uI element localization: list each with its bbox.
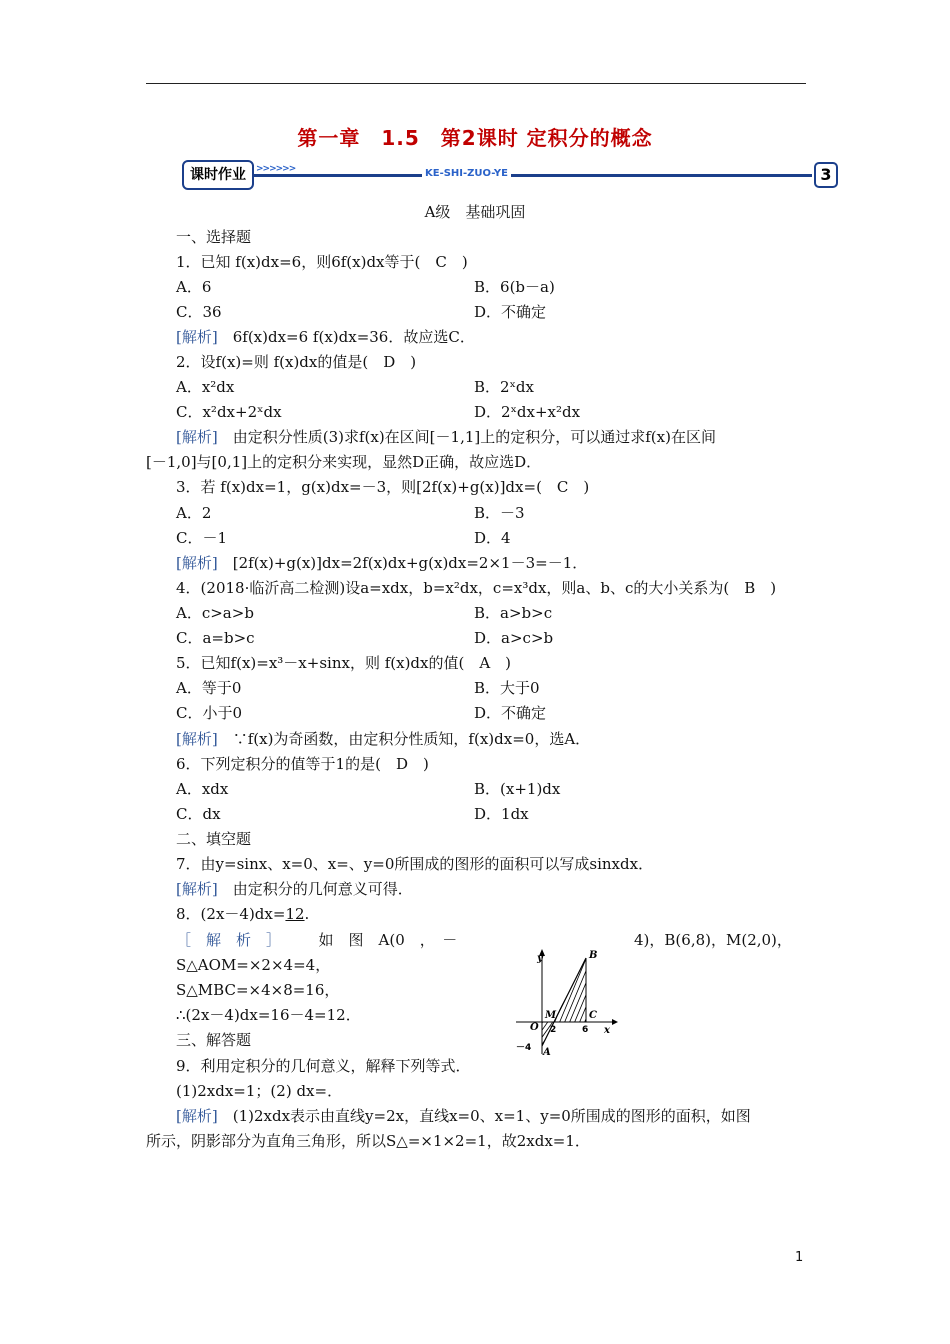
analysis bbox=[176, 879, 413, 899]
analysis-text: 由定积分的几何意义可得． bbox=[217, 880, 413, 898]
label-x: x bbox=[604, 1025, 610, 1036]
question: 1．已知 f(x)dx=6，则6f(x)dx等于( C ) bbox=[176, 253, 468, 271]
banner-number: 3 bbox=[814, 162, 838, 188]
analysis-label: [解析] bbox=[176, 428, 218, 446]
analysis-label: ［ 解 析 ］ bbox=[176, 931, 274, 949]
question: 2．设f(x)=则 f(x)dx的值是( D ) bbox=[176, 353, 417, 371]
option: C．a=b>c bbox=[176, 629, 255, 647]
banner-bar bbox=[254, 174, 812, 177]
analysis bbox=[176, 553, 587, 573]
analysis-text: 6f(x)dx=6 f(x)dx=36．故应选C． bbox=[217, 328, 475, 346]
question-end: . bbox=[304, 905, 310, 923]
tick-neg4: －4 bbox=[516, 1043, 532, 1053]
option: B．6(b－a) bbox=[474, 278, 555, 296]
analysis bbox=[176, 327, 475, 347]
option: B．(x+1)dx bbox=[474, 780, 561, 798]
analysis-text: [2f(x)+g(x)]dx=2f(x)dx+g(x)dx=2×1－3=－1． bbox=[217, 554, 588, 572]
option: B．大于0 bbox=[474, 679, 540, 697]
analysis-text: S△AOM=×2×4=4， bbox=[176, 956, 331, 974]
section-heading: 二、填空题 bbox=[176, 830, 252, 848]
label-m: M bbox=[545, 1010, 557, 1021]
analysis-text: (1)2xdx表示由直线y=2x，直线x=0、x=1、y=0所围成的图形的面积，如图 bbox=[217, 1107, 751, 1125]
analysis-label: [解析] bbox=[176, 1107, 218, 1125]
option: C．x²dx+2ˣdx bbox=[176, 403, 282, 421]
option: D．a>c>b bbox=[474, 629, 554, 647]
analysis-text: [－1,0]与[0,1]上的定积分来实现，显然D正确，故应选D． bbox=[146, 453, 542, 471]
option: C．－1 bbox=[176, 529, 228, 547]
analysis-text: 如 图 A(0 ， － bbox=[318, 931, 458, 949]
analysis bbox=[176, 930, 457, 950]
question: (1)2xdx=1；(2) dx=． bbox=[176, 1082, 343, 1100]
analysis-label: [解析] bbox=[176, 880, 218, 898]
tick-2: 2 bbox=[550, 1025, 557, 1035]
arrows-icon: >>>>>> bbox=[256, 164, 296, 174]
option: D．1dx bbox=[474, 805, 529, 823]
label-y: y bbox=[537, 953, 543, 964]
option: A．c>a>b bbox=[176, 604, 254, 622]
option: C．36 bbox=[176, 303, 222, 321]
option: D．4 bbox=[474, 529, 511, 547]
question: 4．(2018·临沂高二检测)设a=xdx，b=x²dx，c=x³dx，则a、b、c的大小关系为( B ) bbox=[176, 579, 777, 597]
option: C．dx bbox=[176, 805, 221, 823]
question-text: 8．(2x－4)dx= bbox=[176, 905, 286, 923]
label-a: A bbox=[543, 1047, 551, 1058]
question bbox=[176, 904, 309, 924]
analysis-text: S△MBC=×4×8=16， bbox=[176, 981, 340, 999]
label-c: C bbox=[589, 1010, 597, 1021]
analysis-text: 所示，阴影部分为直角三角形，所以S△=×1×2=1，故2xdx=1． bbox=[146, 1132, 590, 1150]
option: D．不确定 bbox=[474, 303, 547, 321]
analysis-text: ∴(2x－4)dx=16－4=12． bbox=[176, 1006, 361, 1024]
analysis-text: 由定积分性质(3)求f(x)在区间[－1,1]上的定积分，可以通过求f(x)在区间 bbox=[217, 428, 716, 446]
page-number: 1 bbox=[795, 1250, 804, 1265]
question: 6．下列定积分的值等于1的是( D ) bbox=[176, 755, 429, 773]
option: B．a>b>c bbox=[474, 604, 553, 622]
option: B．2ˣdx bbox=[474, 378, 534, 396]
option: A．等于0 bbox=[176, 679, 242, 697]
section-heading: 一、选择题 bbox=[176, 228, 252, 246]
analysis bbox=[176, 729, 590, 749]
answer-blank: 12 bbox=[285, 905, 305, 923]
question: 9．利用定积分的几何意义，解释下列等式． bbox=[176, 1057, 471, 1075]
header-rule bbox=[146, 83, 806, 84]
tick-6: 6 bbox=[582, 1025, 589, 1035]
analysis bbox=[176, 1106, 751, 1126]
line-2x-4 bbox=[542, 958, 589, 1046]
analysis-label: [解析] bbox=[176, 328, 218, 346]
analysis bbox=[176, 427, 716, 447]
question: 5．已知f(x)=x³－x+sinx，则 f(x)dx的值( A ) bbox=[176, 654, 512, 672]
option: C．小于0 bbox=[176, 704, 243, 722]
analysis-label: [解析] bbox=[176, 730, 218, 748]
level-heading: A级 基础巩固 bbox=[424, 203, 526, 221]
option: A．6 bbox=[176, 278, 212, 296]
banner-pinyin: KE-SHI-ZUO-YE bbox=[422, 168, 511, 179]
option: A．x²dx bbox=[176, 378, 235, 396]
banner-tag: 课时作业 bbox=[182, 160, 254, 190]
section-heading: 三、解答题 bbox=[176, 1031, 252, 1049]
page-title: 第一章 1.5 第2课时 定积分的概念 bbox=[297, 126, 653, 150]
analysis-text: ∵f(x)为奇函数，由定积分性质知，f(x)dx=0，选A． bbox=[217, 730, 591, 748]
option: A．xdx bbox=[176, 780, 229, 798]
question: 7．由y=sinx、x=0、x=、y=0所围成的图形的面积可以写成sinxdx． bbox=[176, 855, 654, 873]
analysis-text: 4)，B(6,8)，M(2,0)， bbox=[634, 931, 792, 949]
option: D．不确定 bbox=[474, 704, 547, 722]
label-o: O bbox=[530, 1022, 539, 1033]
label-b: B bbox=[589, 950, 598, 961]
question: 3．若 f(x)dx=1，g(x)dx=－3，则[2f(x)+g(x)]dx=( C ) bbox=[176, 478, 590, 496]
analysis-label: [解析] bbox=[176, 554, 218, 572]
x-arrow-icon bbox=[612, 1019, 618, 1025]
homework-banner bbox=[180, 158, 840, 190]
option: B．－3 bbox=[474, 504, 525, 522]
integral-graph bbox=[508, 946, 620, 1058]
option: A．2 bbox=[176, 504, 212, 522]
option: D．2ˣdx+x²dx bbox=[474, 403, 581, 421]
